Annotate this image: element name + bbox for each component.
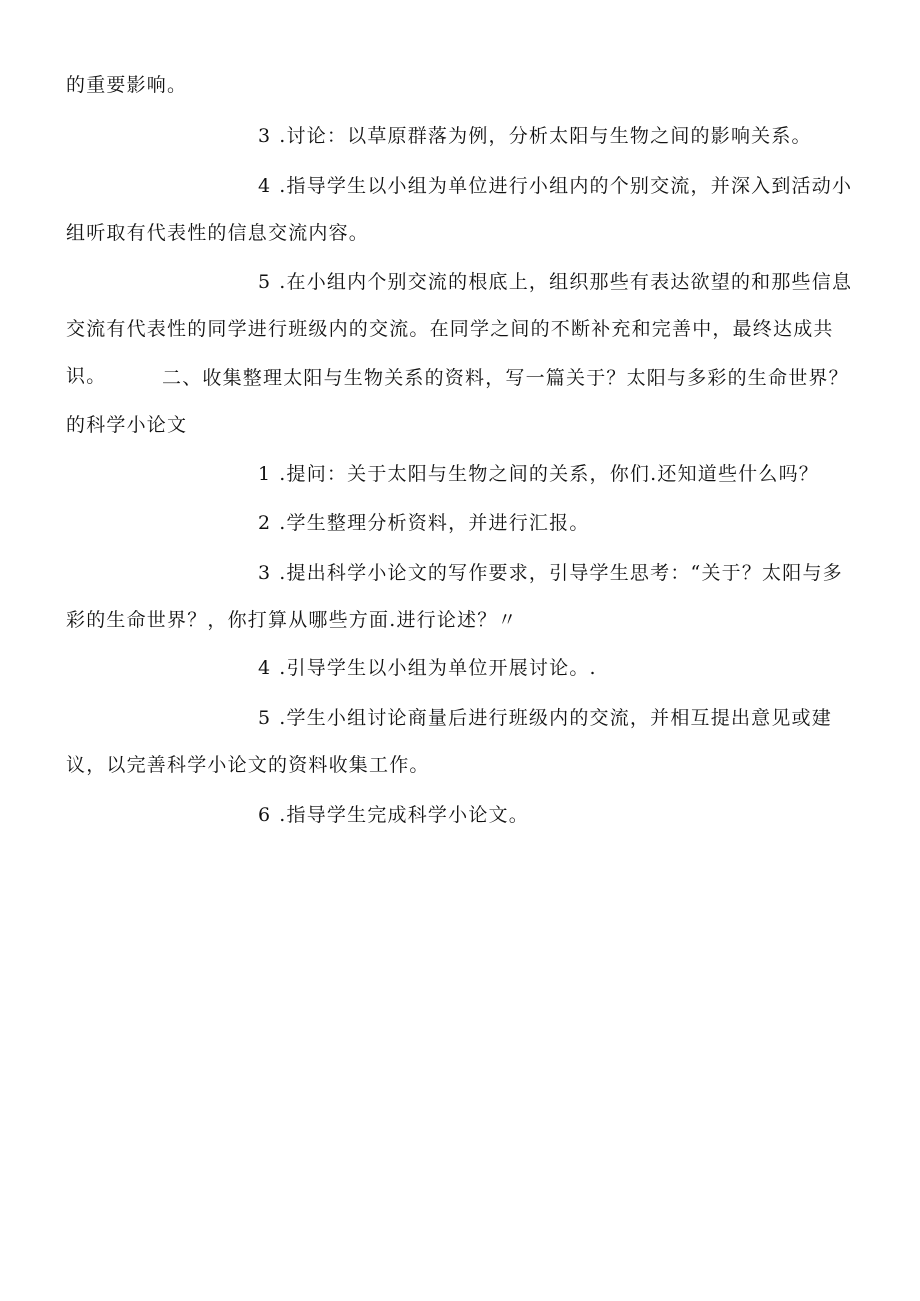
item-number: 4 xyxy=(258,657,272,679)
item-number: 3 xyxy=(258,562,272,584)
paragraph-item-4 xyxy=(66,163,856,257)
paragraph-item-3b xyxy=(66,550,856,644)
paragraph-text: .提出科学小论文的写作要求，引导学生思考：“关于？太阳与多彩的生命世界？，你打算从哪些方面.进行论述？〃 xyxy=(66,562,843,631)
paragraph-text: 的重要影响。 xyxy=(66,74,188,96)
paragraph-text: .提问：关于太阳与生物之间的关系，你们.还知道些什么吗？ xyxy=(279,463,819,485)
item-number: 2 xyxy=(258,512,272,534)
item-number: 4 xyxy=(258,175,272,197)
item-number: 6 xyxy=(258,804,272,826)
paragraph-text: .指导学生完成科学小论文。 xyxy=(279,804,529,826)
item-number: 1 xyxy=(258,463,272,485)
item-number: 5 xyxy=(258,271,272,293)
paragraph-item-3 xyxy=(66,113,856,160)
item-number: 5 xyxy=(258,707,272,729)
paragraph-item-5b xyxy=(66,695,856,789)
paragraph-item-1 xyxy=(66,451,856,498)
paragraph-text: .学生整理分析资料，并进行汇报。 xyxy=(279,512,590,534)
item-number: 3 xyxy=(258,125,272,147)
paragraph-item-6 xyxy=(66,792,856,839)
paragraph-text: .指导学生以小组为单位进行小组内的个别交流，并深入到活动小组听取有代表性的信息交流内容。 xyxy=(66,175,853,244)
paragraph-text: .讨论：以草原群落为例，分析太阳与生物之间的影响关系。 xyxy=(279,125,812,147)
paragraph-text: .引导学生以小组为单位开展讨论。. xyxy=(279,657,597,679)
heading-text: 二、收集整理太阳与生物关系的资料，写一篇关于？太阳与多彩的生命世界？的科学小论文 xyxy=(66,367,849,436)
section-heading xyxy=(66,355,856,449)
paragraph-item-2 xyxy=(66,500,856,547)
paragraph-text: .在小组内个别交流的根底上，组织那些有表达欲望的和那些信息交流有代表性的同学进行班级内的交流。在同学之间的不断补充和完善中，最终达成共识。 xyxy=(66,271,853,387)
paragraph-text: .学生小组讨论商量后进行班级内的交流，并相互提出意见或建议，以完善科学小论文的资料收集工作。 xyxy=(66,707,832,776)
paragraph-continuation xyxy=(66,62,856,109)
paragraph-item-4b xyxy=(66,645,856,692)
